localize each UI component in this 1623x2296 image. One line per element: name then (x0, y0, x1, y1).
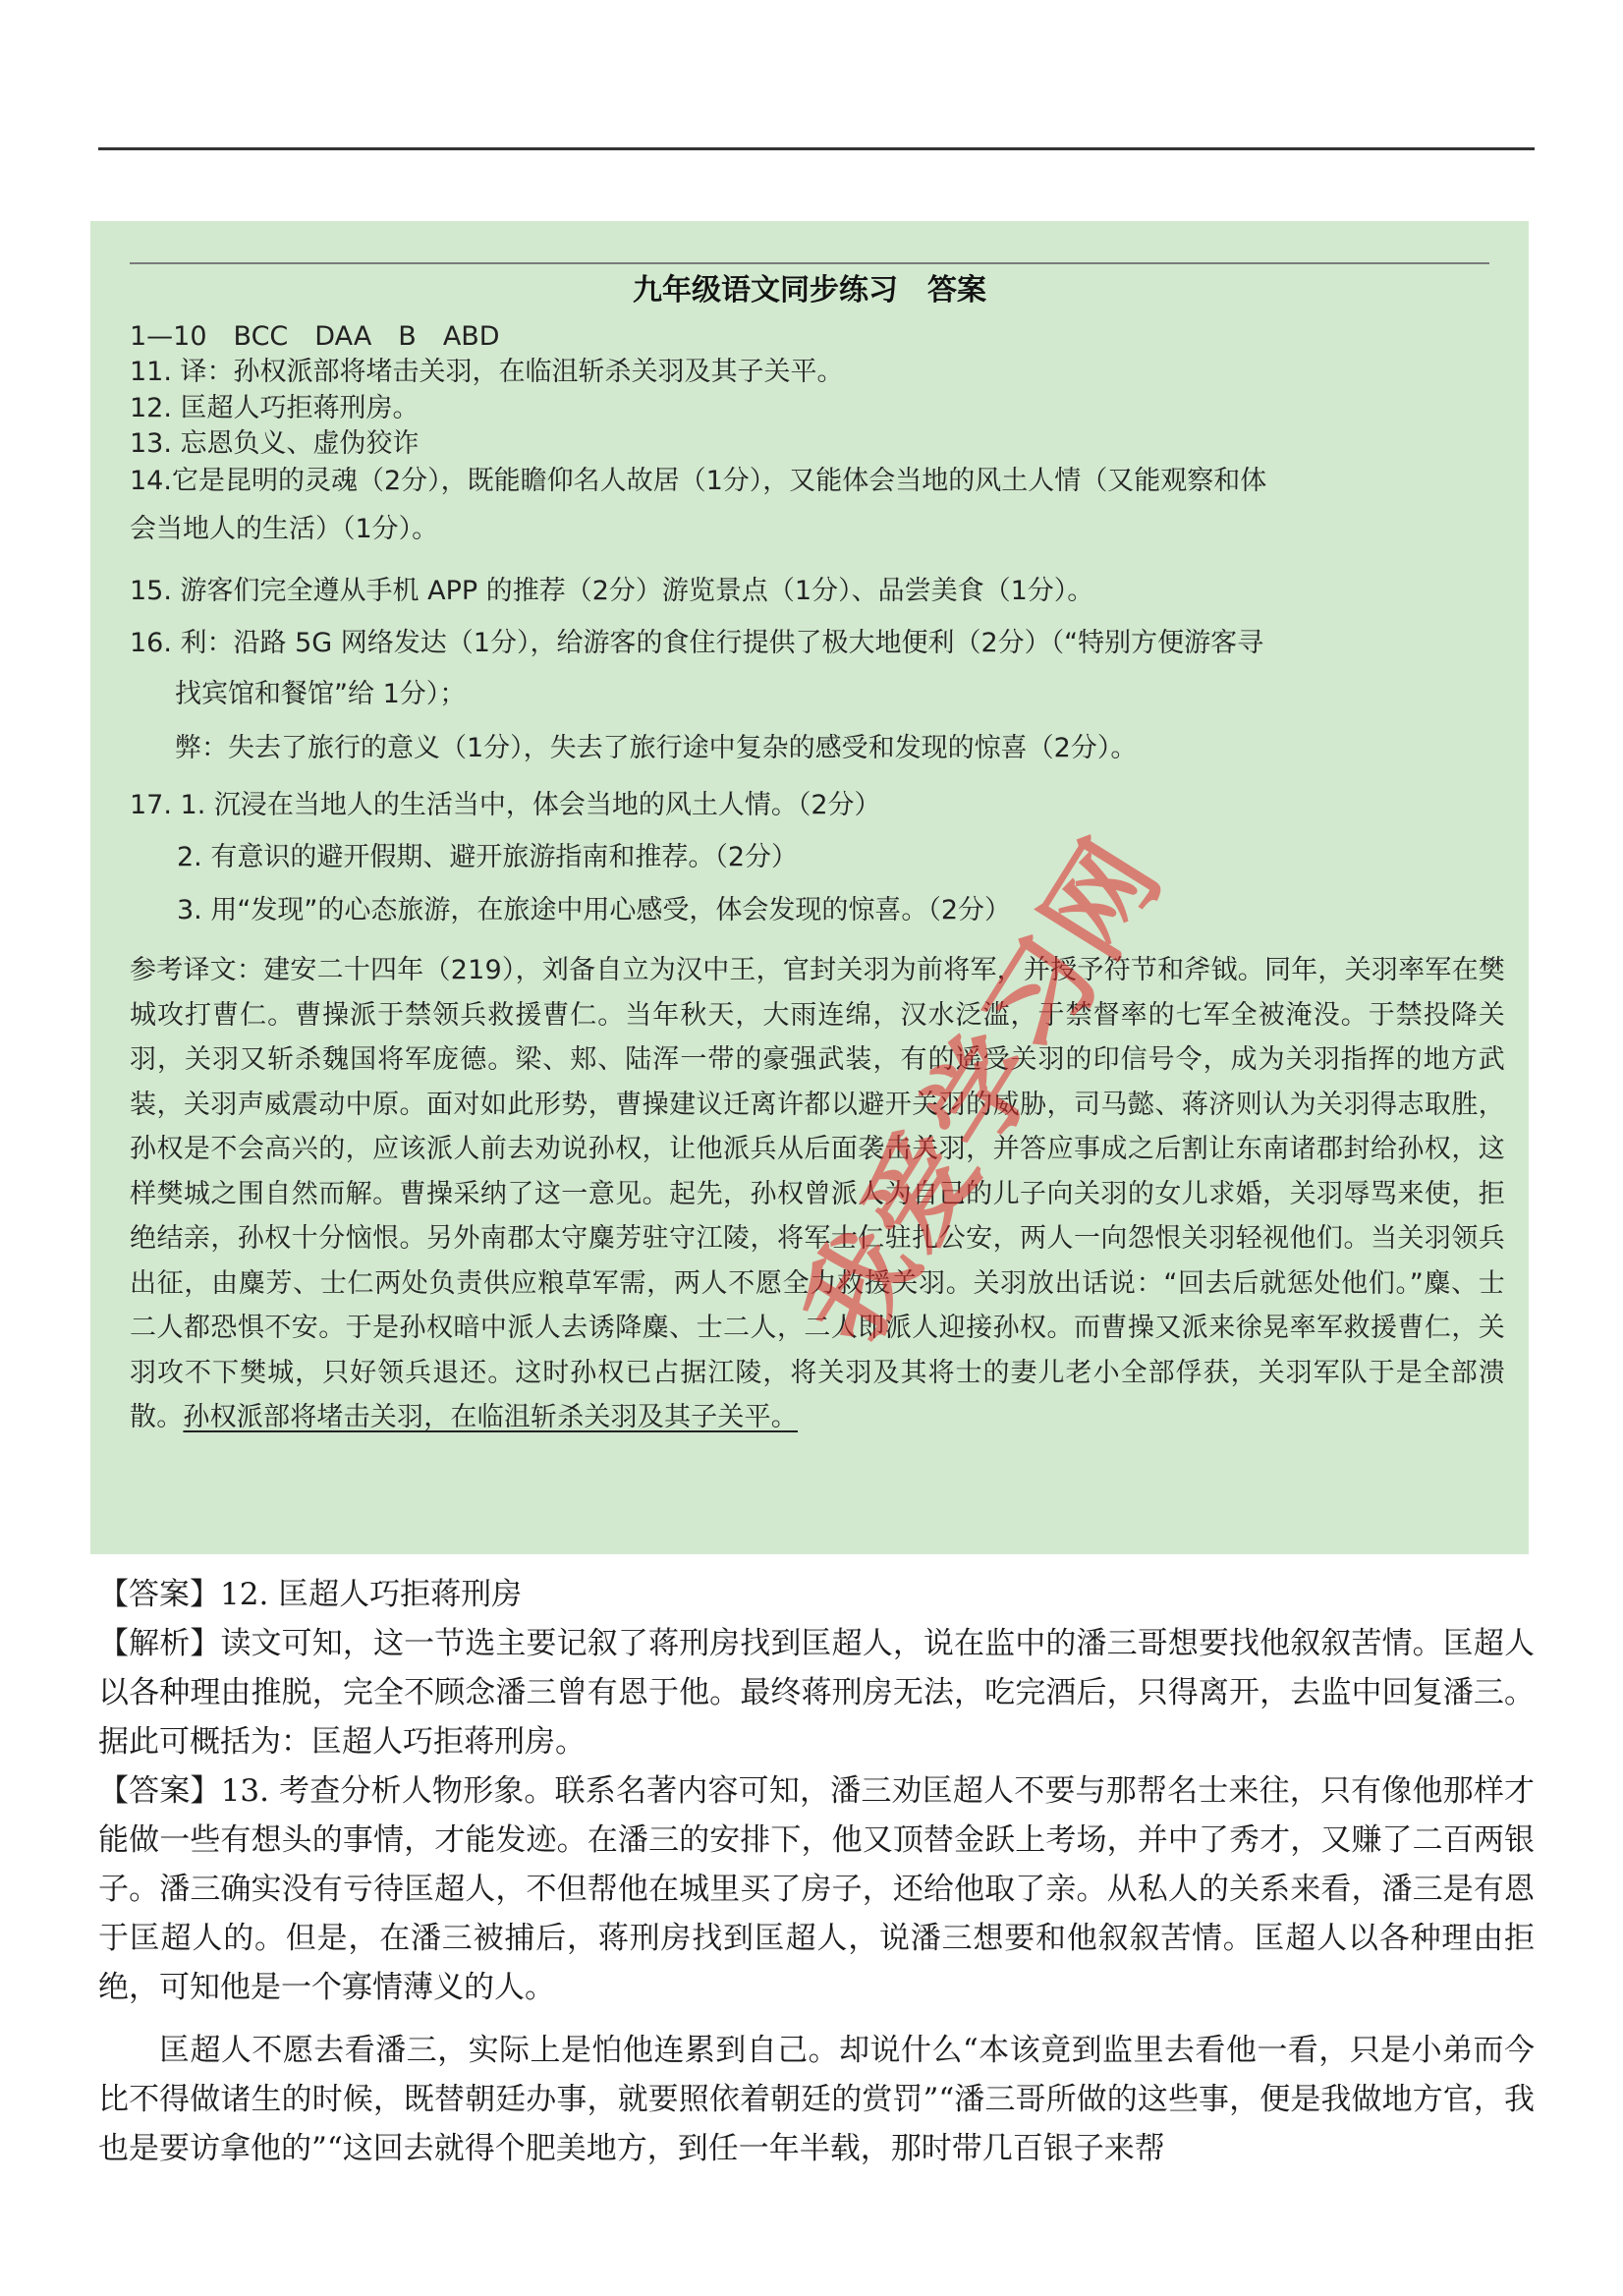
answer-line-16-drawback: 弊：失去了旅行的意义（1分），失去了旅行途中复杂的感受和发现的惊喜（2分）。 (175, 733, 1138, 763)
answer-text: 12. 匡超人巧拒蒋刑房 (220, 1577, 523, 1612)
header-rule (98, 147, 1535, 150)
analysis-section (98, 1570, 1535, 2173)
answer-line-1-10: 1—10 BCC DAA B ABD (130, 321, 500, 352)
discussion-paragraph: 匡超人不愿去看潘三，实际上是怕他连累到自己。却说什么“本该竟到监里去看他一看，只是小弟而今比不得做诸生的时候，既替朝廷办事，就要照依着朝廷的赏罚”“潘三哥所做的这些事，便是我做地方官，我也是要访拿他的”“这回去就得个肥美地方，到任一年半载，那时带几百银子来帮 (98, 2033, 1535, 2166)
answer-line-13: 13. 忘恩负义、虚伪狡诈 (130, 428, 420, 459)
answer-text: 13. 考查分析人物形象。联系名著内容可知，潘三劝匡超人不要与那帮名士来往，只有像他那样才能做一些有想头的事情，才能发迹。在潘三的安排下，他又顶替金跃上考场，并中了秀才，又赚了二百两银子。潘三确实没有亏待匡超人，不但帮他在城里买了房子，还给他取了亲。从私人的关系来看，潘三是有恩于匡超人的。但是，在潘三被捕后，蒋刑房找到匡超人，说潘三想要和他叙叙苦情。匡超人以各种理由拒绝，可知他是一个寡情薄义的人。 (98, 1773, 1535, 2005)
answer-line-14-cont: 会当地人的生活）（1分）。 (130, 514, 439, 544)
answer-line-17-1: 17. 1. 沉浸在当地人的生活当中，体会当地的风土人情。（2分） (130, 790, 881, 820)
answer-line-17-2: 2. 有意识的避开假期、避开旅游指南和推荐。（2分） (177, 842, 799, 872)
answer-line-16: 16. 利：沿路 5G 网络发达（1分），给游客的食住行提供了极大地便利（2分）（“特别方便游客寻 (130, 628, 1264, 658)
answer-line-17-3: 3. 用“发现”的心态旅游，在旅途中用心感受，体会发现的惊喜。（2分） (177, 895, 1011, 925)
answer-line-12: 12. 匡超人巧拒蒋刑房。 (130, 393, 420, 423)
answer-paragraph-12 (98, 1570, 1535, 1619)
watermark-stamp: 我爱学习网 (778, 815, 1187, 1366)
answer-line-11: 11. 译：孙权派部将堵击关羽，在临沮斩杀关羽及其子关平。 (130, 357, 844, 387)
translation-underlined: 孙权派部将堵击关羽，在临沮斩杀关羽及其子关平。 (183, 1402, 799, 1432)
answer-box-title: 九年级语文同步练习 答案 (633, 273, 986, 308)
answer-line-15: 15. 游客们完全遵从手机 APP 的推荐（2分）游览景点（1分）、品尝美食（1分）。 (130, 576, 1094, 606)
answer-tag: 【答案】 (98, 1577, 220, 1612)
answer-box (90, 221, 1529, 1554)
analysis-paragraph (98, 1619, 1535, 1766)
analysis-text: 读文可知，这一节选主要记叙了蒋刑房找到匡超人，说在监中的潘三哥想要找他叙叙苦情。匡超人以各种理由推脱，完全不顾念潘三曾有恩于他。最终蒋刑房无法，吃完酒后，只得离开，去监中回复潘三。据此可概括为：匡超人巧拒蒋刑房。 (98, 1626, 1535, 1760)
answer-line-14: 14.它是昆明的灵魂（2分），既能瞻仰名人故居（1分），又能体会当地的风土人情（又能观察和体 (130, 466, 1267, 496)
analysis-tag: 【解析】 (98, 1626, 221, 1661)
reference-translation (130, 948, 1505, 1440)
answer-paragraph-13 (98, 1766, 1535, 2012)
translation-text: 参考译文：建安二十四年（219），刘备自立为汉中王，官封关羽为前将军，并授予符节和斧钺。同年，关羽率军在樊城攻打曹仁。曹操派于禁领兵救援曹仁。当年秋天，大雨连绵，汉水泛滥，于禁督率的七军全被淹没。于禁投降关羽，关羽又斩杀魏国将军庞德。梁、郏、陆浑一带的豪强武装，有的遥受关羽的印信号令，成为关羽指挥的地方武装，关羽声威震动中原。面对如此形势，曹操建议迁离许都以避开关羽的威胁，司马懿、蒋济则认为关羽得志取胜，孙权是不会高兴的，应该派人前去劝说孙权，让他派兵从后面袭击关羽，并答应事成之后割让东南诸郡封给孙权，这样樊城之围自然而解。曹操采纳了这一意见。起先，孙权曾派人为自己的儿子向关羽的女儿求婚，关羽辱骂来使，拒绝结亲，孙权十分恼恨。另外南郡太守麋芳驻守江陵，将军士仁驻扎公安，两人一向怨恨关羽轻视他们。当关羽领兵出征，由麋芳、士仁两处负责供应粮草军需，两人不愿全力救援关羽。关羽放出话说：“回去后就惩处他们。”麋、士二人都恐惧不安。于是孙权暗中派人去诱降麋、士二人，二人即派人迎接孙权。而曹操又派来徐晃率军救援曹仁，关羽攻不下樊城，只好领兵退还。这时孙权已占据江陵，将关羽及其将士的妻儿老小全部俘获，关羽军队于是全部溃散。 (130, 955, 1505, 1432)
answer-line-16-cont: 找宾馆和餐馆”给 1分）； (175, 679, 467, 709)
answer-tag: 【答案】 (98, 1773, 221, 1809)
